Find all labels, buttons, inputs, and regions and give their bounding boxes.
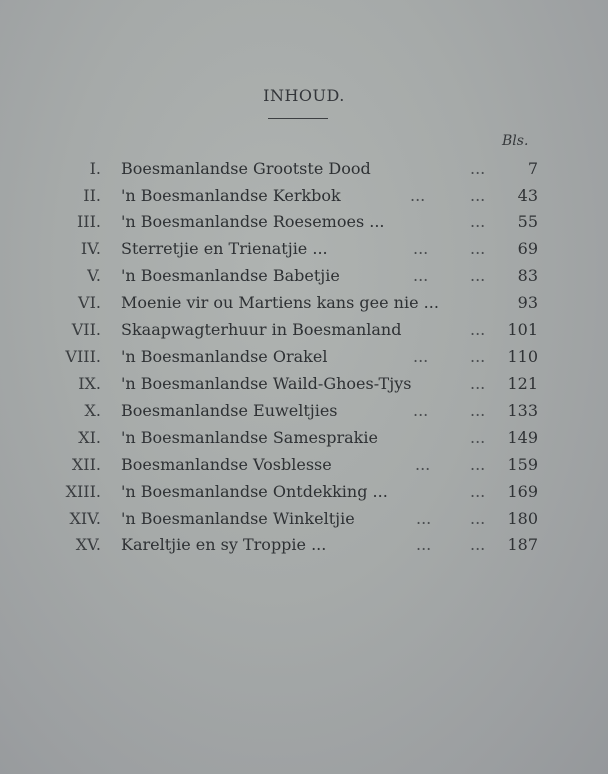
toc-entry	[0, 344, 608, 370]
chapter-numeral: V.	[87, 266, 101, 285]
leader-dots: ...	[410, 186, 426, 205]
leader-dots: ...	[470, 482, 486, 501]
page-column-label: Bls.	[502, 133, 529, 149]
leader-dots: ...	[470, 212, 486, 231]
leader-dots: ...	[470, 455, 486, 474]
page-number: 93	[517, 293, 538, 312]
chapter-numeral: III.	[76, 212, 101, 231]
chapter-title: Boesmanlandse Grootste Dood	[121, 159, 371, 178]
title-divider	[268, 118, 328, 119]
leader-dots: ...	[413, 401, 429, 420]
leader-dots: ...	[470, 428, 486, 447]
page-number: 121	[507, 374, 538, 393]
leader-dots: ...	[470, 239, 486, 258]
page-number: 133	[507, 401, 538, 420]
toc-entry	[0, 209, 608, 235]
chapter-title: Kareltjie en sy Troppie ...	[121, 535, 327, 554]
chapter-numeral: II.	[83, 186, 101, 205]
chapter-numeral: XV.	[75, 535, 101, 554]
page-number: 7	[527, 159, 538, 178]
leader-dots: ...	[470, 401, 486, 420]
leader-dots: ...	[415, 455, 431, 474]
leader-dots: ...	[470, 509, 486, 528]
chapter-numeral: XI.	[78, 428, 101, 447]
leader-dots: ...	[470, 186, 486, 205]
page-number: 180	[507, 509, 538, 528]
page-number: 110	[507, 347, 538, 366]
chapter-title: 'n Boesmanlandse Samesprakie	[121, 428, 378, 447]
toc-entry	[0, 317, 608, 343]
chapter-title: 'n Boesmanlandse Kerkbok	[121, 186, 341, 205]
chapter-title: 'n Boesmanlandse Roesemoes ...	[121, 212, 385, 231]
leader-dots: ...	[470, 347, 486, 366]
chapter-title: 'n Boesmanlandse Babetjie	[121, 266, 340, 285]
page-number: 101	[507, 320, 538, 339]
leader-dots: ...	[470, 266, 486, 285]
leader-dots: ...	[470, 159, 486, 178]
page-number: 159	[507, 455, 538, 474]
page-number: 83	[517, 266, 538, 285]
chapter-title: 'n Boesmanlandse Ontdekking ...	[121, 482, 388, 501]
leader-dots: ...	[416, 509, 432, 528]
chapter-title: Boesmanlandse Vosblesse	[121, 455, 332, 474]
chapter-numeral: VII.	[71, 320, 101, 339]
chapter-numeral: XIII.	[65, 482, 101, 501]
chapter-title: Skaapwagterhuur in Boesmanland	[121, 320, 402, 339]
leader-dots: ...	[416, 535, 432, 554]
leader-dots: ...	[470, 535, 486, 554]
leader-dots: ...	[413, 239, 429, 258]
toc-entry	[0, 479, 608, 505]
page-number: 149	[507, 428, 538, 447]
leader-dots: ...	[413, 266, 429, 285]
toc-entry	[0, 371, 608, 397]
chapter-title: 'n Boesmanlandse Waild-Ghoes-Tjys	[121, 374, 412, 393]
toc-entry	[0, 183, 608, 209]
chapter-numeral: VIII.	[65, 347, 101, 366]
leader-dots: ...	[470, 374, 486, 393]
chapter-numeral: IX.	[78, 374, 101, 393]
toc-entry	[0, 452, 608, 478]
chapter-title: 'n Boesmanlandse Winkeltjie	[121, 509, 355, 528]
toc-entry	[0, 532, 608, 558]
chapter-numeral: IV.	[80, 239, 101, 258]
chapter-title: 'n Boesmanlandse Orakel	[121, 347, 328, 366]
toc-entry	[0, 290, 608, 316]
chapter-title: Moenie vir ou Martiens kans gee nie ...	[121, 293, 439, 312]
chapter-numeral: I.	[89, 159, 101, 178]
chapter-title: Sterretjie en Trienatjie ...	[121, 239, 328, 258]
chapter-title: Boesmanlandse Euweltjies	[121, 401, 338, 420]
chapter-numeral: X.	[84, 401, 101, 420]
leader-dots: ...	[413, 347, 429, 366]
toc-entry	[0, 398, 608, 424]
chapter-numeral: XIV.	[69, 509, 101, 528]
page-number: 69	[517, 239, 538, 258]
page-title: INHOUD.	[263, 86, 345, 105]
chapter-numeral: XII.	[71, 455, 101, 474]
chapter-numeral: VI.	[78, 293, 101, 312]
toc-entry	[0, 425, 608, 451]
toc-entry	[0, 506, 608, 532]
toc-entry	[0, 263, 608, 289]
page-number: 169	[507, 482, 538, 501]
page-number: 43	[517, 186, 538, 205]
leader-dots: ...	[470, 320, 486, 339]
page-number: 187	[507, 535, 538, 554]
toc-entry	[0, 236, 608, 262]
toc-entry	[0, 156, 608, 182]
page-number: 55	[517, 212, 538, 231]
